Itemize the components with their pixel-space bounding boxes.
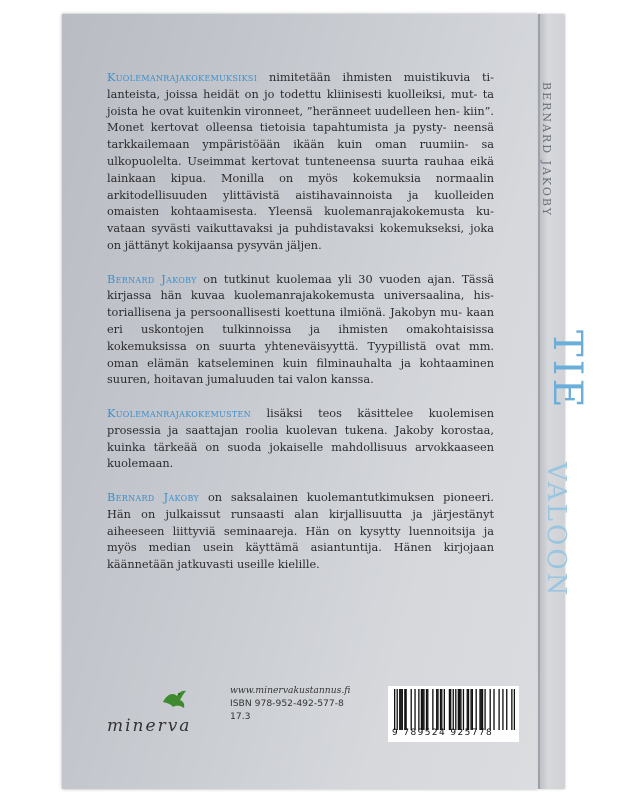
barcode-bar: [399, 689, 400, 730]
barcode-bar: [467, 689, 468, 730]
barcode-bar: [484, 689, 485, 730]
barcode-bar: [426, 689, 427, 730]
barcode-bar: [405, 689, 406, 730]
paragraph-1: Kuolemanrajakokemuksiksi nimitetään ihmisten muistikuvia ti- lanteista, joissa heidät on jo todettu kliinisesti kuolleiksi, mut- ta joista he ovat kuitenkin vironneet, ”heränneet uudelleen hen- kiin”. Monet kertovat olleensa tietoisia tapahtumista ja pysty- neensä tarkkailemaan ympäristöään ikään kuin oman ruumiin- sa ulkopuolelta. Useimmat kertovat tunteneensa suurta rauhaa eikä lainkaan kipua. Monilla on myös kokemuksia normaalin arkitodellisuuden ylittävistä aistihavainnoista ja kuolleiden omaisten kohtaamisesta. Yleensä kuolemanrajakokemusta ku- vataan syvästi vaikuttavaksi ja puhdistavaksi kokemukseksi, joka on jättänyt kokijaansa pysyvän jäljen.: [107, 71, 495, 252]
barcode-bar: [481, 689, 482, 730]
barcode-bar: [400, 689, 401, 730]
classification-code: 17.3: [230, 710, 251, 722]
barcode-bar: [436, 689, 437, 730]
barcode-bar: [418, 689, 419, 730]
barcode-bar: [422, 689, 423, 730]
barcode-bar: [470, 689, 471, 730]
blurb-text: [107, 70, 494, 591]
barcode-bar: [397, 689, 398, 730]
barcode-bar: [411, 689, 412, 730]
barcode-bar: [458, 689, 459, 730]
barcode-bar: [453, 689, 454, 730]
publisher-url: www.minervakustannus.fi: [230, 685, 351, 696]
spine-title: TIE: [544, 330, 590, 411]
barcode: [388, 686, 519, 742]
paragraph-lead: Kuolemanrajakokemusten: [107, 406, 251, 420]
barcode-bar: [472, 689, 473, 730]
barcode-bar: [493, 689, 494, 730]
bird-icon: [161, 688, 187, 714]
spine-author: BERNARD JAKOBY: [540, 82, 553, 218]
paragraph-3: Kuolemanrajakokemusten lisäksi teos käsittelee kuolemisen prosessia ja saattajan roolia kuolevan tukena. Jakoby korostaa, kuinka tärkeää on suoda jokaiselle mahdollisuus arvokkaaseen kuolemaan.: [107, 406, 494, 471]
barcode-bar: [423, 689, 424, 730]
barcode-bar: [482, 689, 483, 730]
paragraph-lead: Bernard Jakoby: [107, 490, 200, 504]
barcode-bars: [394, 689, 515, 730]
barcode-bar: [502, 689, 503, 730]
barcode-bar: [511, 689, 512, 730]
barcode-bar: [440, 689, 441, 730]
barcode-bar: [421, 689, 422, 730]
barcode-bar: [394, 689, 395, 730]
barcode-bar: [514, 689, 515, 730]
barcode-bar: [479, 689, 480, 730]
barcode-bar: [402, 689, 403, 730]
isbn-text: ISBN 978-952-492-577-8: [230, 697, 344, 709]
paragraph-lead: Bernard Jakoby: [107, 272, 197, 286]
barcode-bar: [450, 689, 451, 730]
barcode-bar: [449, 689, 450, 730]
barcode-bar: [498, 689, 499, 730]
barcode-bar: [506, 689, 507, 730]
paragraph-lead: Kuolemanrajakokemuksiksi: [107, 71, 258, 84]
barcode-bar: [441, 689, 442, 730]
barcode-bar: [414, 689, 415, 730]
barcode-bar: [437, 689, 438, 730]
barcode-bar: [468, 689, 469, 730]
paragraph-2: Bernard Jakoby on tutkinut kuolemaa yli 30 vuoden ajan. Tässä kirjassa hän kuvaa kuolemanrajakokemusta universaalina, his- toriallisena ja persoonallisesti koettuna ilmiönä. Jakobyn mu- kaan eri uskontojen tulkinnoissa ja ihmisten omakohtaisissa kokemuksissa on suurta yhteneväisyyttä. Tyypillistä ovat mm. oman elämän katseleminen kuin filminauhalta ja kohtaaminen suuren, hoitavan jumaluuden tai valon kanssa.: [107, 272, 494, 387]
barcode-number: 9 789524 925778: [392, 728, 494, 738]
paragraph-4: Bernard Jakoby on saksalainen kuolemantutkimuksen pioneeri. Hän on julkaissut runsaasti alan kirjallisuutta ja järjestänyt aiheeseen liittyviä seminaareja. Hän on kysytty luennoitsija ja myös median usein käyttämä asiantuntija. Hänen kirjojaan käännetään jatkuvasti useille kielille.: [107, 490, 494, 572]
barcode-bar: [432, 689, 433, 730]
barcode-bar: [463, 689, 464, 730]
publisher-name: minerva: [107, 716, 192, 736]
spine-subtitle: VALOON: [541, 462, 571, 599]
barcode-bar: [427, 689, 428, 730]
barcode-bar: [476, 689, 477, 730]
barcode-bar: [459, 689, 460, 730]
barcode-bar: [455, 689, 456, 730]
barcode-bar: [404, 689, 405, 730]
barcode-bar: [460, 689, 461, 730]
barcode-bar: [490, 689, 491, 730]
publisher-info: [230, 685, 350, 723]
barcode-bar: [444, 689, 445, 730]
